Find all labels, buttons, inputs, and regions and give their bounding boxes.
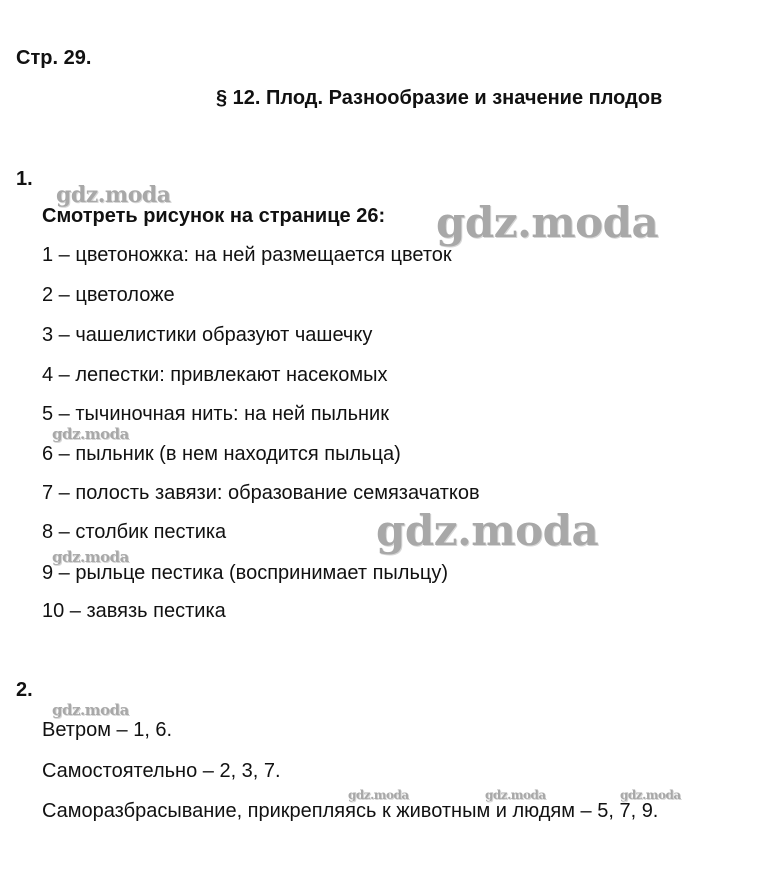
task-1-item: 10 – завязь пестика [42,600,226,622]
watermark-logo: gdz.moda [52,548,129,566]
task-1-item: 4 – лепестки: привлекают насекомых [42,364,388,386]
section-title: § 12. Плод. Разнообразие и значение плодов [216,87,663,109]
watermark-logo: gdz.moda [52,701,129,719]
watermark-logo: gdz.moda [52,425,129,443]
task-2-item: Самостоятельно – 2, 3, 7. [42,760,281,782]
task-1-item: 6 – пыльник (в нем находится пыльца) [42,443,401,465]
task-1-item: 5 – тычиночная нить: на ней пыльник [42,403,389,425]
watermark-logo: gdz.moda [56,182,171,208]
watermark-logo: gdz.moda [436,198,659,247]
watermark-logo: gdz.moda [485,788,546,802]
task-1-item: 1 – цветоножка: на ней размещается цветок [42,244,452,266]
task-2-number: 2. [16,679,33,701]
watermark-logo: gdz.moda [348,788,409,802]
watermark-logo: gdz.moda [620,788,681,802]
task-1-item: 7 – полость завязи: образование семязачатков [42,482,480,504]
task-1-item: 2 – цветоложе [42,284,175,306]
task-1-item: 3 – чашелистики образуют чашечку [42,324,373,346]
task-1-intro: Смотреть рисунок на странице 26: [42,205,386,227]
task-2-item: Саморазбрасывание, прикрепляясь к животным и людям – 5, 7, 9. [42,800,659,822]
task-1-item: 9 – рыльце пестика (воспринимает пыльцу) [42,562,448,584]
task-2-item: Ветром – 1, 6. [42,719,173,741]
task-1-number: 1. [16,168,33,190]
watermark-logo: gdz.moda [376,506,599,555]
page-number: Стр. 29. [16,47,92,69]
task-1-item: 8 – столбик пестика [42,521,227,543]
